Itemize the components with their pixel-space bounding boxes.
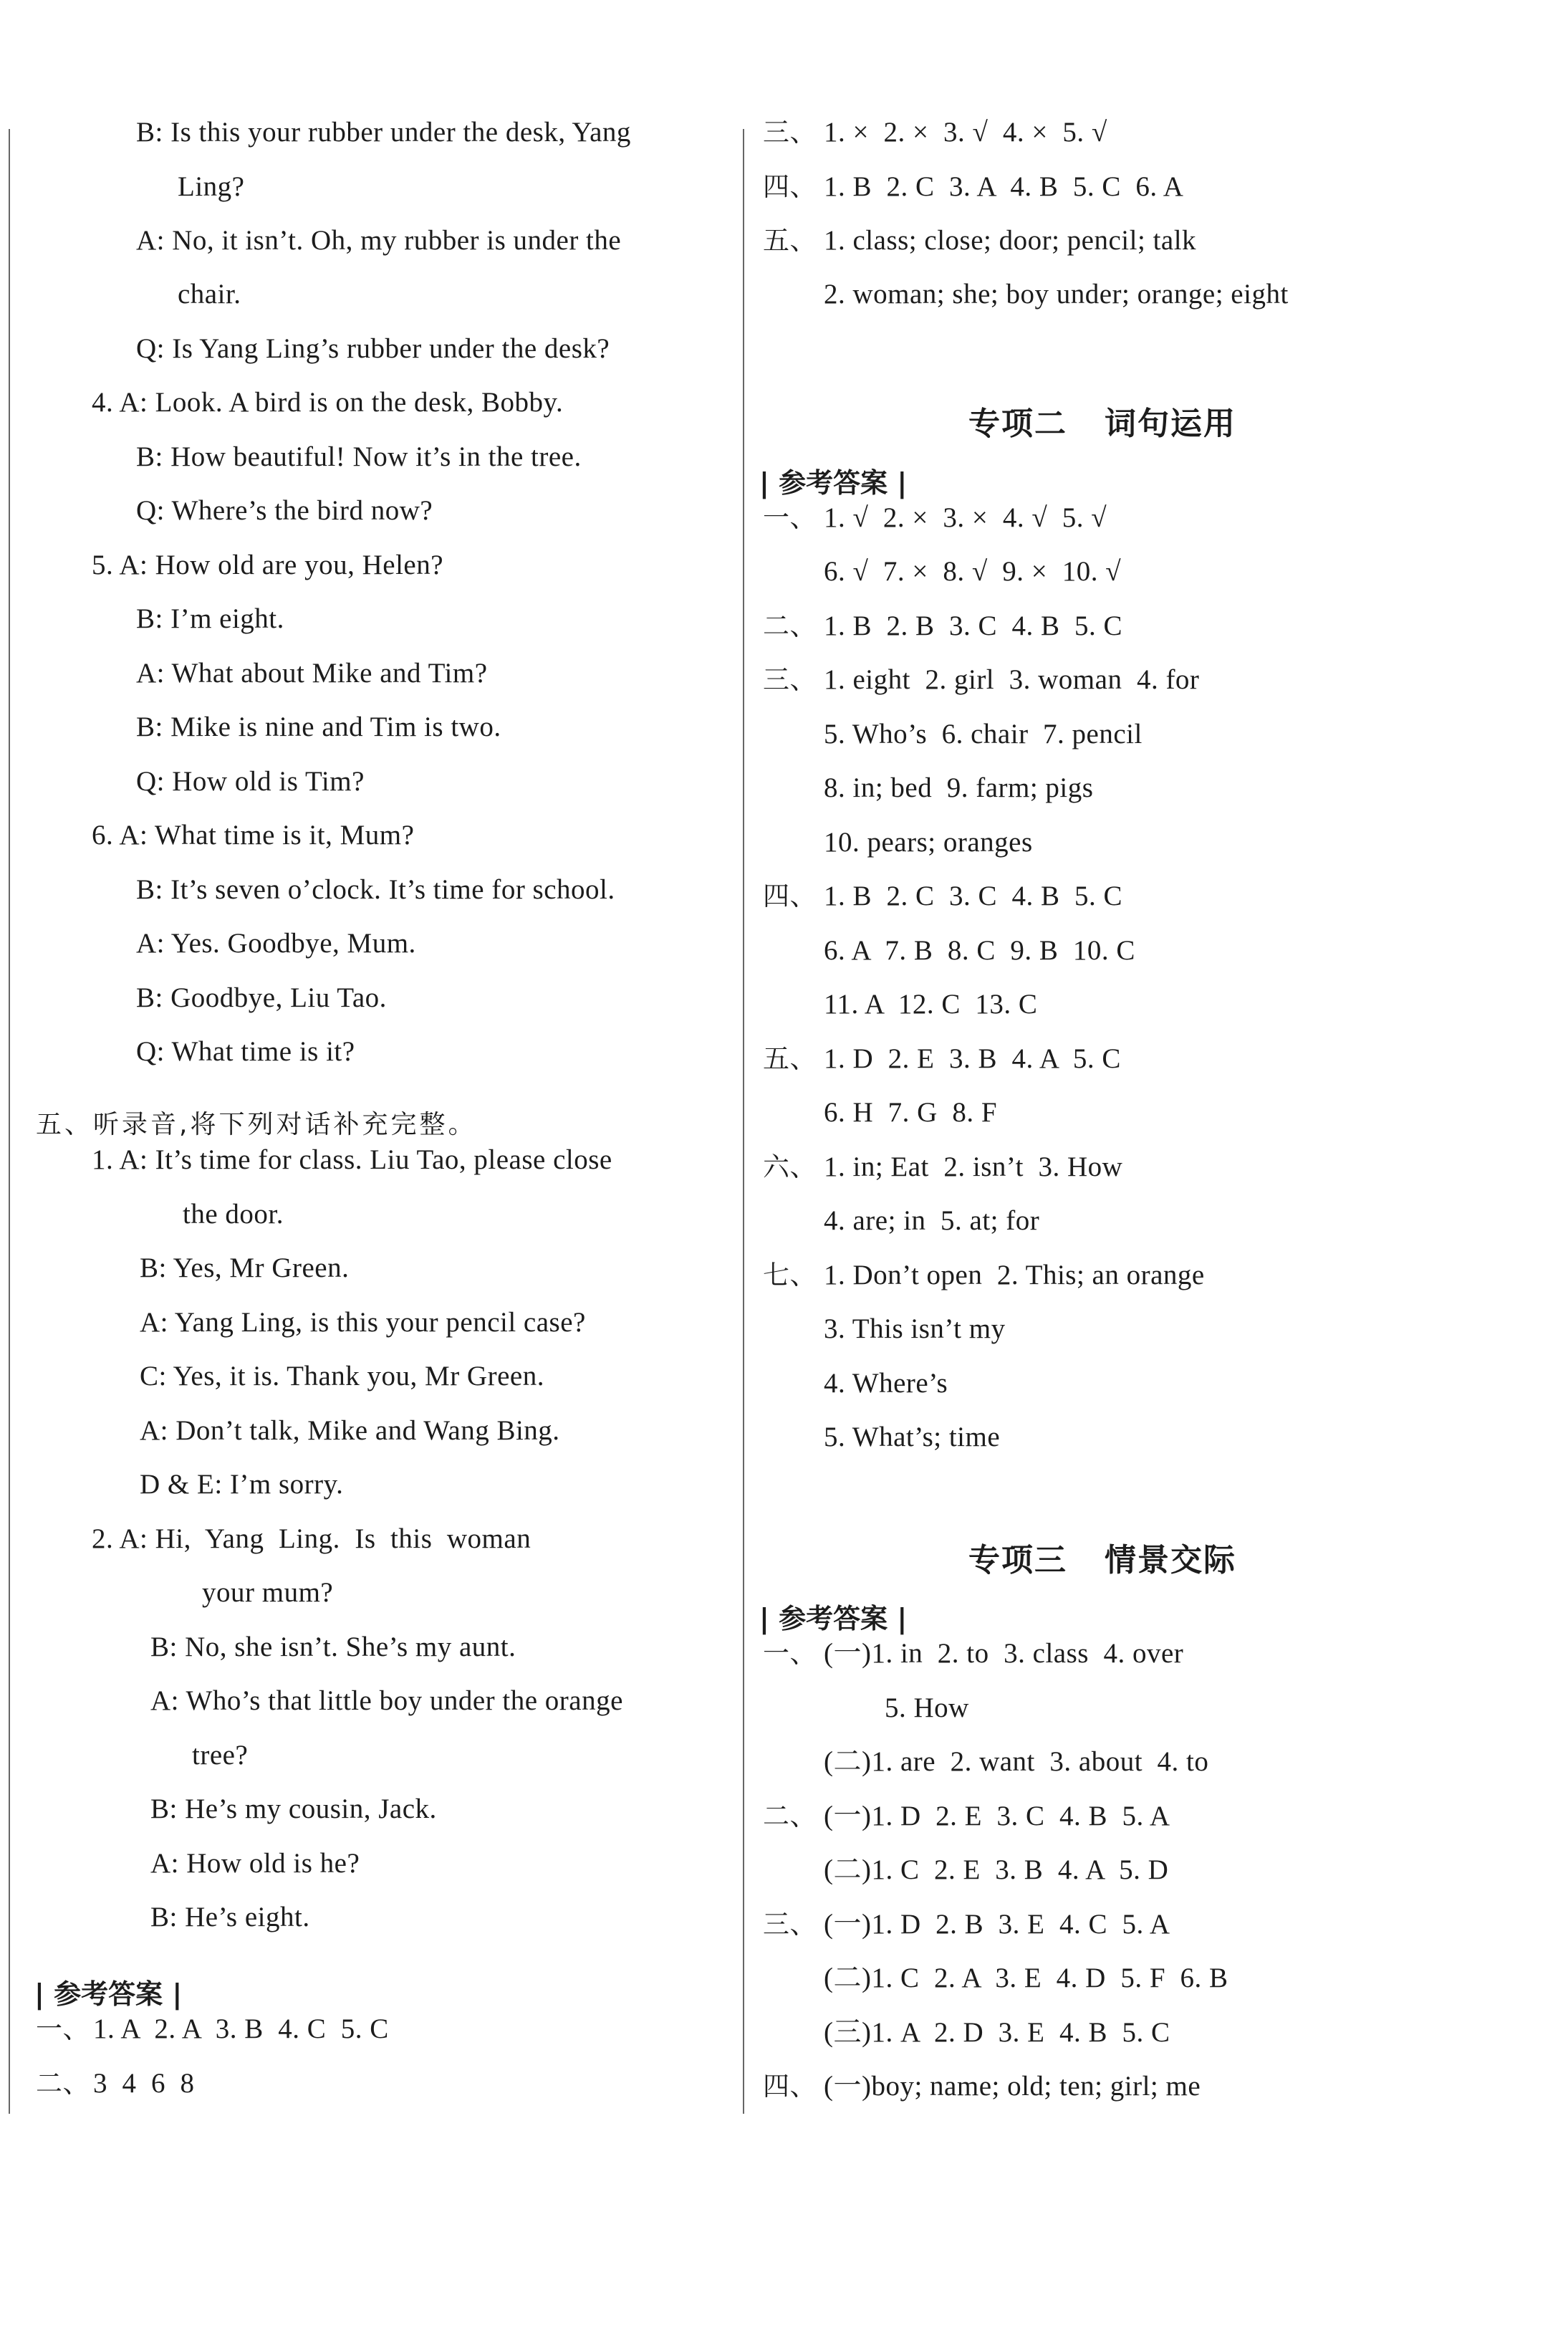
dialogue-line: B: Yes, Mr Green. [140,1252,350,1283]
dialogue-line: A: Who’s that little boy under the orange [150,1685,623,1716]
dialogue-line: A: Don’t talk, Mike and Wang Bing. [140,1415,560,1446]
dialogue-line: B: Goodbye, Liu Tao. [136,982,387,1013]
answer-line: 5. How [885,1692,969,1723]
answer-label: 四、 [763,171,817,202]
answer-line: 1. class; close; door; pencil; talk [824,225,1197,256]
answer-label: 四、 [763,2071,817,2102]
dialogue-line: 2. A: Hi, Yang Ling. Is this woman [92,1523,532,1554]
answer-label: 五、 [763,1043,817,1074]
column-divider [743,129,744,2114]
answer-line: 11. A 12. C 13. C [824,989,1038,1020]
dialogue-line: C: Yes, it is. Thank you, Mr Green. [140,1361,544,1391]
dialogue-line: Q: What time is it? [136,1036,355,1067]
answer-line: 1. A 2. A 3. B 4. C 5. C [93,2013,389,2044]
dialogue-line: chair. [178,279,241,310]
dialogue-line: A: How old is he? [150,1848,360,1879]
answer-line: 1. Don’t open 2. This; an orange [824,1260,1205,1290]
dialogue-line: A: No, it isn’t. Oh, my rubber is under the [136,225,622,256]
dialogue-line: A: Yang Ling, is this your pencil case? [140,1307,586,1338]
answer-label: 五、 [763,225,817,256]
answer-label: 二、 [763,610,817,641]
dialogue-line: Ling? [178,171,245,202]
answer-line: (一)boy; name; old; ten; girl; me [824,2071,1201,2102]
dialogue-line: B: Is this your rubber under the desk, Yang [136,117,631,148]
dialogue-line: Q: Where’s the bird now? [136,495,433,526]
answer-label: 三、 [763,664,817,695]
answer-label: 四、 [763,881,817,911]
section2-answer-tag: | 参考答案 | [759,467,908,499]
answer-line: 5. Who’s 6. chair 7. pencil [824,719,1143,749]
dialogue-line: B: I’m eight. [136,603,284,634]
answer-line: 1. B 2. C 3. C 4. B 5. C [824,881,1123,911]
dialogue-line: 5. A: How old are you, Helen? [92,550,444,580]
answer-label: 六、 [763,1151,817,1182]
answer-line: (一)1. D 2. E 3. C 4. B 5. A [824,1801,1170,1831]
answer-label: 二、 [36,2068,90,2099]
answer-line: (二)1. C 2. E 3. B 4. A 5. D [824,1854,1169,1885]
answer-label: 七、 [763,1260,817,1290]
section3-heading: 专项三 情景交际 [968,1542,1236,1579]
answer-line: (二)1. C 2. A 3. E 4. D 5. F 6. B [824,1963,1228,1993]
dialogue-line: B: He’s my cousin, Jack. [150,1793,437,1824]
answer-line: (一)1. in 2. to 3. class 4. over [824,1638,1184,1669]
dialogue-line: A: Yes. Goodbye, Mum. [136,928,416,959]
dialogue-line: tree? [192,1740,249,1771]
dialogue-line: Q: How old is Tim? [136,766,365,797]
dialogue-line: the door. [183,1199,284,1230]
answer-line: 6. H 7. G 8. F [824,1097,998,1128]
answer-label: 三、 [763,117,817,148]
answer-line: (一)1. D 2. B 3. E 4. C 5. A [824,1909,1170,1940]
answer-label: 一、 [36,2013,90,2044]
answer-line: 3 4 6 8 [93,2068,195,2099]
dialogue-line: B: It’s seven o’clock. It’s time for school. [136,874,615,905]
answer-line: 1. eight 2. girl 3. woman 4. for [824,664,1200,695]
answer-line: 1. × 2. × 3. √ 4. × 5. √ [824,117,1107,148]
answer-line: 5. What’s; time [824,1422,1001,1452]
dialogue-line: 1. A: It’s time for class. Liu Tao, please close [92,1144,612,1175]
answer-line: 8. in; bed 9. farm; pigs [824,772,1094,803]
answer-line: 2. woman; she; boy under; orange; eight [824,279,1289,310]
answer-line: 1. B 2. B 3. C 4. B 5. C [824,610,1123,641]
answer-label: 一、 [763,502,817,533]
answer-line: 6. A 7. B 8. C 9. B 10. C [824,935,1135,966]
dialogue-line: Q: Is Yang Ling’s rubber under the desk? [136,333,610,364]
dialogue-line: B: Mike is nine and Tim is two. [136,712,501,742]
answer-line: 1. √ 2. × 3. × 4. √ 5. √ [824,502,1107,533]
answer-line: 4. Where’s [824,1368,948,1399]
dialogue-line: B: He’s eight. [150,1902,310,1932]
section3-answer-tag: | 参考答案 | [759,1603,908,1634]
answer-line: 6. √ 7. × 8. √ 9. × 10. √ [824,556,1122,587]
dialogue-line: B: How beautiful! Now it’s in the tree. [136,441,582,472]
answer-line: 1. B 2. C 3. A 4. B 5. C 6. A [824,171,1184,202]
answer-line: (二)1. are 2. want 3. about 4. to [824,1746,1209,1777]
dialogue-line: D & E: I’m sorry. [140,1469,344,1500]
answer-line: 1. in; Eat 2. isn’t 3. How [824,1151,1123,1182]
answer-label: 二、 [763,1801,817,1831]
answer-line: 1. D 2. E 3. B 4. A 5. C [824,1043,1121,1074]
section5-title: 五、听录音,将下列对话补充完整。 [36,1110,477,1139]
answer-line: 10. pears; oranges [824,827,1033,858]
dialogue-line: 6. A: What time is it, Mum? [92,820,415,851]
answer-label: 一、 [763,1638,817,1669]
dialogue-line: A: What about Mike and Tim? [136,658,488,689]
left-margin-rule [9,129,10,2114]
answer-line: (三)1. A 2. D 3. E 4. B 5. C [824,2017,1170,2048]
answer-line: 4. are; in 5. at; for [824,1205,1040,1236]
answer-label: 三、 [763,1909,817,1940]
dialogue-line: your mum? [202,1577,334,1608]
left-answer-tag: | 参考答案 | [34,1978,183,2010]
section2-heading: 专项二 词句运用 [968,406,1236,442]
answer-line: 3. This isn’t my [824,1313,1006,1344]
dialogue-line: 4. A: Look. A bird is on the desk, Bobby. [92,387,564,418]
dialogue-line: B: No, she isn’t. She’s my aunt. [150,1632,516,1662]
